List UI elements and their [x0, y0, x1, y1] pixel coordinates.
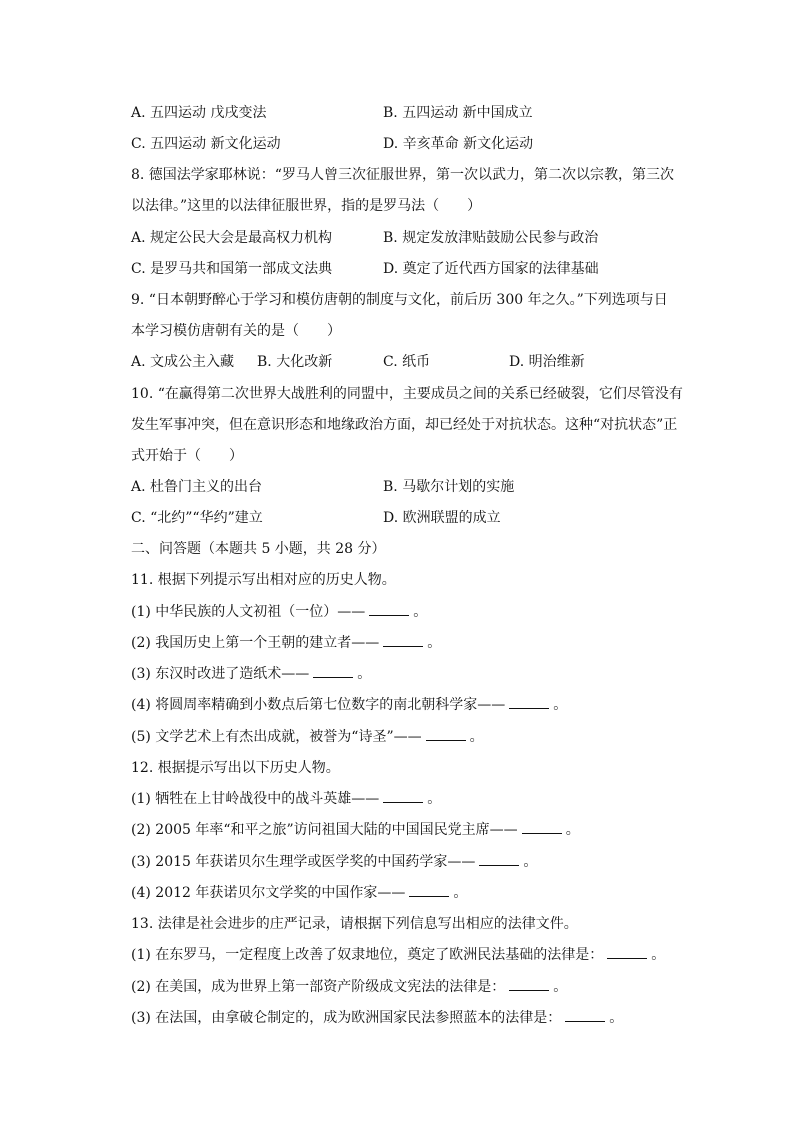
q10-option-b: B. 马歇尔计划的实施 — [383, 479, 515, 495]
q11-item-3-text: (3) 东汉时改进了造纸术—— — [131, 666, 310, 682]
q11-item-3 — [131, 665, 371, 683]
q11-item-2-blank[interactable] — [383, 634, 423, 647]
q9-stem-line1: 9. “日本朝野醉心于学习和模仿唐朝的制度与文化，前后历 300 年之久。”下列选项与日 — [131, 292, 668, 308]
q11-item-5-end: 。 — [469, 729, 484, 745]
q12-stem: 12. 根据提示写出以下历史人物。 — [131, 760, 340, 776]
q10-stem-line1: 10. “在赢得第二次世界大战胜利的同盟中，主要成员之间的关系已经破裂，它们尽管没有 — [131, 386, 683, 402]
q11-item-3-blank[interactable] — [313, 665, 353, 678]
q13-item-3 — [131, 1009, 623, 1027]
q11-item-3-end: 。 — [357, 666, 372, 682]
q13-stem: 13. 法律是社会进步的庄严记录，请根据下列信息写出相应的法律文件。 — [131, 916, 578, 932]
q11-item-5 — [131, 728, 484, 746]
q13-item-1-text: (1) 在东罗马，一定程度上改善了奴隶地位，奠定了欧洲民法基础的法律是： — [131, 947, 604, 963]
q11-item-4 — [131, 696, 567, 714]
q11-item-2-end: 。 — [427, 635, 442, 651]
q9-option-d: D. 明治维新 — [509, 354, 585, 370]
q7-option-d: D. 辛亥革命 新文化运动 — [383, 136, 534, 152]
q12-item-1-blank[interactable] — [383, 790, 423, 803]
q8-option-d: D. 奠定了近代西方国家的法律基础 — [383, 261, 599, 277]
q7-option-c: C. 五四运动 新文化运动 — [131, 136, 281, 152]
q10-option-d: D. 欧洲联盟的成立 — [383, 510, 501, 526]
q13-item-1-blank[interactable] — [607, 946, 647, 959]
q12-item-3-text: (3) 2015 年获诺贝尔生理学或医学奖的中国药学家—— — [131, 854, 476, 870]
q11-item-4-text: (4) 将圆周率精确到小数点后第七位数字的南北朝科学家—— — [131, 697, 506, 713]
q13-item-2-text: (2) 在美国，成为世界上第一部资产阶级成文宪法的法律是： — [131, 979, 506, 995]
q12-item-4-blank[interactable] — [409, 884, 449, 897]
q12-item-2 — [131, 821, 580, 839]
q11-item-5-blank[interactable] — [426, 728, 466, 741]
q8-stem-line1: 8. 德国法学家耶林说：“罗马人曾三次征服世界，第一次以武力，第二次以宗教，第三次 — [131, 167, 674, 183]
q11-item-1-end: 。 — [413, 604, 428, 620]
q12-item-2-blank[interactable] — [522, 821, 562, 834]
q8-option-a: A. 规定公民大会是最高权力机构 — [131, 230, 333, 246]
q12-item-1 — [131, 790, 441, 808]
q13-item-3-end: 。 — [609, 1010, 624, 1026]
q13-item-2-end: 。 — [553, 979, 568, 995]
q9-option-c: C. 纸币 — [383, 354, 431, 370]
q13-item-1-end: 。 — [651, 947, 666, 963]
q12-item-2-text: (2) 2005 年率“和平之旅”访问祖国大陆的中国国民党主席—— — [131, 822, 518, 838]
q8-option-b: B. 规定发放津贴鼓励公民参与政治 — [383, 230, 599, 246]
q10-option-a: A. 杜鲁门主义的出台 — [131, 479, 263, 495]
q9-stem-line2: 本学习模仿唐朝有关的是（ ） — [131, 323, 341, 339]
q11-item-2 — [131, 634, 441, 652]
q8-option-c: C. 是罗马共和国第一部成文法典 — [131, 261, 333, 277]
q12-item-4-end: 。 — [453, 885, 468, 901]
q11-item-1 — [131, 603, 427, 621]
q9-option-a: A. 文成公主入藏 — [131, 354, 235, 370]
q13-item-2 — [131, 978, 567, 996]
q11-item-4-blank[interactable] — [509, 696, 549, 709]
section-2-title: 二、问答题（本题共 5 小题，共 28 分） — [131, 541, 386, 557]
q11-item-5-text: (5) 文学艺术上有杰出成就，被誉为“诗圣”—— — [131, 729, 422, 745]
q12-item-4 — [131, 884, 467, 902]
q10-stem-line3: 式开始于（ ） — [131, 448, 243, 464]
q12-item-2-end: 。 — [565, 822, 580, 838]
q11-stem: 11. 根据下列提示写出相对应的历史人物。 — [131, 572, 396, 588]
q11-item-1-blank[interactable] — [369, 603, 409, 616]
q12-item-1-end: 。 — [427, 791, 442, 807]
q13-item-1 — [131, 946, 665, 964]
q13-item-3-blank[interactable] — [565, 1009, 605, 1022]
q11-item-1-text: (1) 中华民族的人文初祖（一位）—— — [131, 604, 366, 620]
q12-item-3-blank[interactable] — [479, 853, 519, 866]
q12-item-3 — [131, 853, 537, 871]
q8-stem-line2: 以法律。”这里的以法律征服世界，指的是罗马法（ ） — [131, 198, 482, 214]
q12-item-1-text: (1) 牺牲在上甘岭战役中的战斗英雄—— — [131, 791, 380, 807]
q9-option-b: B. 大化改新 — [257, 354, 333, 370]
q13-item-3-text: (3) 在法国，由拿破仑制定的，成为欧洲国家民法参照蓝本的法律是： — [131, 1010, 562, 1026]
q10-stem-line2: 发生军事冲突，但在意识形态和地缘政治方面，却已经处于对抗状态。这种“对抗状态”正 — [131, 417, 678, 433]
q11-item-4-end: 。 — [553, 697, 568, 713]
q11-item-2-text: (2) 我国历史上第一个王朝的建立者—— — [131, 635, 380, 651]
q12-item-3-end: 。 — [523, 854, 538, 870]
q7-option-a: A. 五四运动 戊戌变法 — [131, 105, 267, 121]
q7-option-b: B. 五四运动 新中国成立 — [383, 105, 533, 121]
q13-item-2-blank[interactable] — [509, 978, 549, 991]
q10-option-c: C. “北约”“华约”建立 — [131, 510, 263, 526]
q12-item-4-text: (4) 2012 年获诺贝尔文学奖的中国作家—— — [131, 885, 406, 901]
